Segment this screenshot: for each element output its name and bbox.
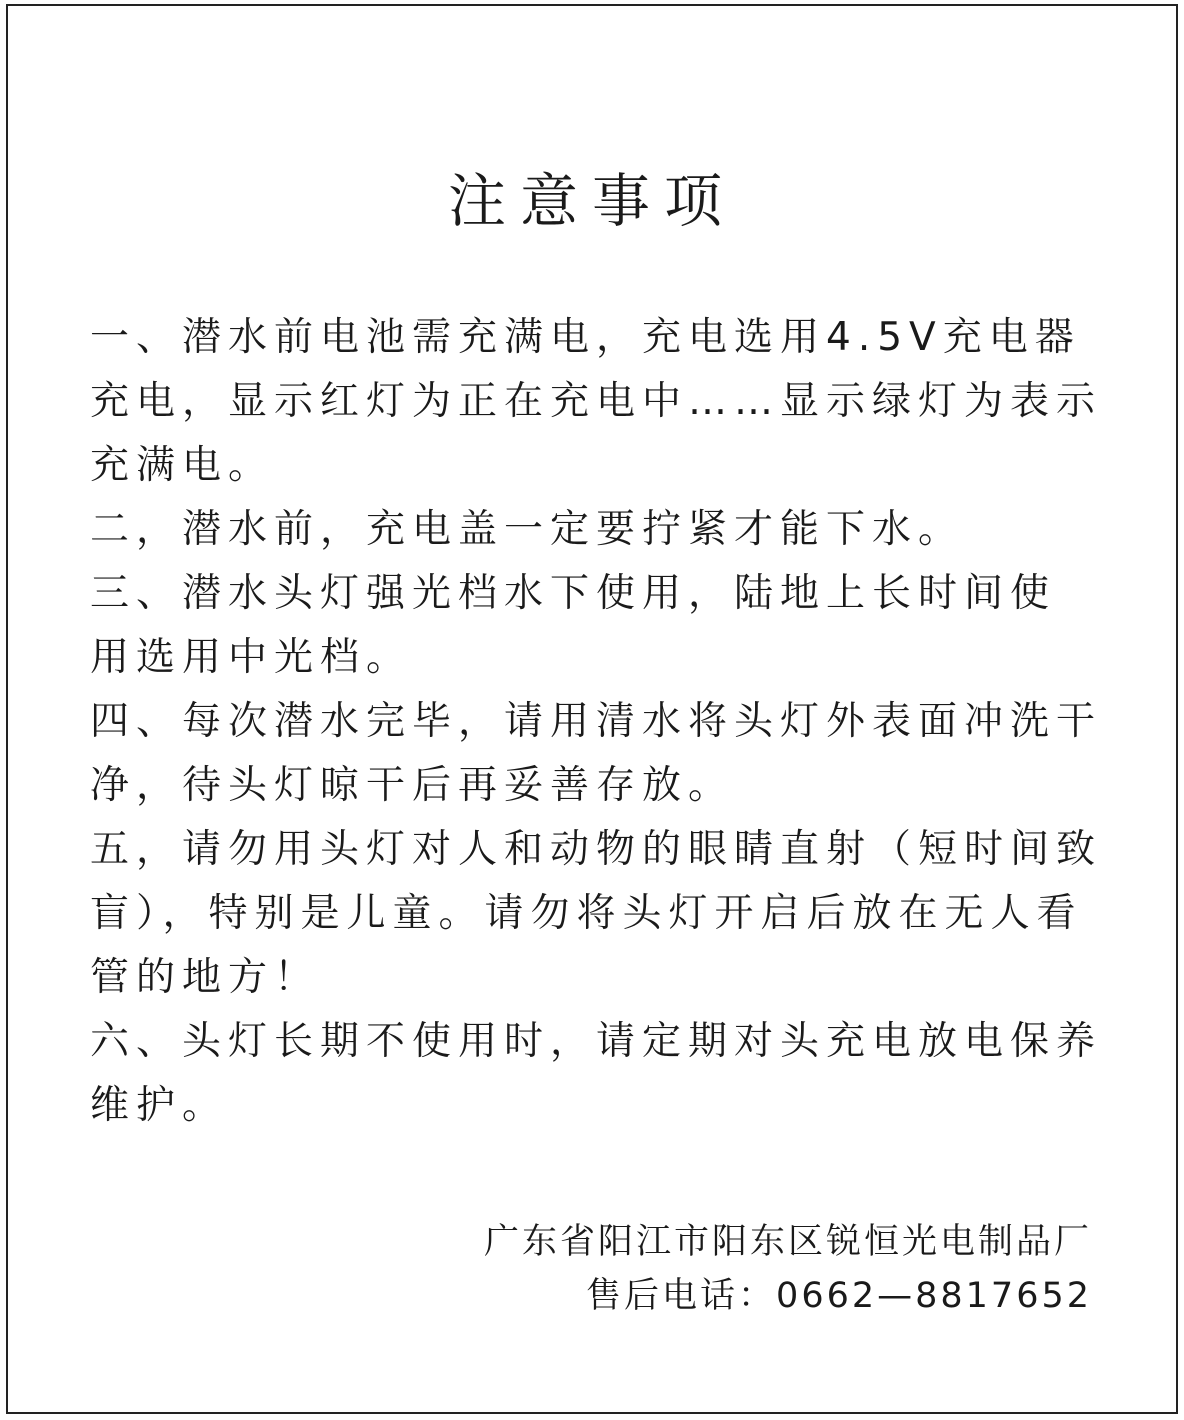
notice-line: 净，待头灯晾干后再妥善存放。 (90, 763, 735, 808)
notice-line: 充电，显示红灯为正在充电中……显示绿灯为表示 (90, 379, 1103, 424)
notice-line: 管的地方！ (90, 955, 321, 1000)
notice-line: 盲），特别是儿童。请勿将头灯开启后放在无人看 (90, 891, 1083, 936)
notice-line: 三、潜水头灯强光档水下使用，陆地上长时间使 (90, 571, 1057, 616)
notice-line: 四、每次潜水完毕，请用清水将头灯外表面冲洗干 (90, 699, 1103, 744)
notice-card (6, 4, 1178, 1414)
service-phone: 售后电话：0662—8817652 (586, 1276, 1092, 1316)
notice-line: 五，请勿用头灯对人和动物的眼睛直射（短时间致 (90, 827, 1103, 872)
page-title: 注意事项 (447, 167, 736, 235)
notice-line: 充满电。 (90, 443, 275, 488)
notice-line: 用选用中光档。 (90, 635, 413, 680)
notice-line: 一、潜水前电池需充满电，充电选用4.5V充电器 (90, 315, 1081, 360)
notice-line: 维护。 (90, 1083, 229, 1128)
notice-line: 二，潜水前，充电盖一定要拧紧才能下水。 (90, 507, 965, 552)
notice-line: 六、头灯长期不使用时，请定期对头充电放电保养 (90, 1019, 1103, 1064)
company-name: 广东省阳江市阳东区锐恒光电制品厂 (483, 1222, 1092, 1262)
